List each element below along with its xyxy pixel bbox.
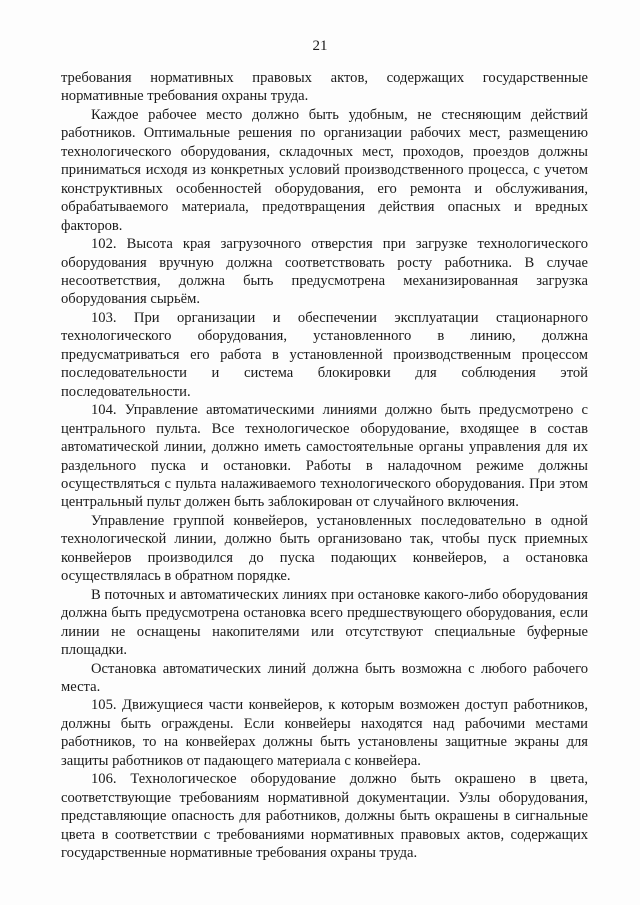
paragraph-workplace: Каждое рабочее место должно быть удобным, не стесняющим действий работников. Оптимальные решения по организации рабочих мест, размещению технологического оборудования, складочных мест, проходов, проездов должны приниматься исходя из конкретных условий производственного процесса, с учетом конструктивных особенностей оборудования, его ремонта и обслуживания, обрабатываемого материала, предотвращения действия опасных и вредных факторов.: [61, 106, 588, 234]
paragraph-105: 105. Движущиеся части конвейеров, к которым возможен доступ работников, должны быть ограждены. Если конвейеры находятся над рабочими местами работников, то на конвейерах должны быть установлены защитные экраны для защиты работников от падающего материала с конвейера.: [61, 697, 588, 769]
paragraph-conveyor-control: Управление группой конвейеров, установленных последовательно в одной технологической линии, должно быть организовано так, чтобы пуск приемных конвейеров производился до пуска подающих конвейеров, а остановка осуществлялась в обратном порядке.: [61, 512, 588, 585]
paragraph-104: 104. Управление автоматическими линиями должно быть предусмотрено с центрального пульта. Все технологическое оборудование, входящее в состав автоматической линии, должно иметь самостоятельные органы управления для их раздельного пуска и остановки. Работы в наладочном режиме должны осуществляться с пульта налаживаемого технологического оборудования. При этом центральный пульт должен быть заблокирован от случайного включения.: [61, 402, 588, 511]
paragraph-103: 103. При организации и обеспечении эксплуатации стационарного технологического оборудования, установленного в линию, должна предусматриваться его работа в установленной производственным процессом последовательности и система блокировки для соблюдения этой последовательности.: [61, 309, 588, 400]
paragraph-stop-any-place: Остановка автоматических линий должна быть возможна с любого рабочего места.: [61, 660, 588, 695]
paragraph-106: 106. Технологическое оборудование должно быть окрашено в цвета, соответствующие требованиям нормативной документации. Узлы оборудования, представляющие опасность для работников, должны быть окрашены в сигнальные цвета в соответствии с требованиями нормативных правовых актов, содержащих государственные нормативные требования охраны труда.: [61, 771, 588, 862]
paragraph-line-stop: В поточных и автоматических линиях при остановке какого-либо оборудования должна быть предусмотрена остановка всего предшествующего оборудования, если линии не оснащены накопителями или отсутствуют специальные буферные площадки.: [61, 586, 588, 659]
document-body: [61, 69, 588, 862]
paragraph-continuation: требования нормативных правовых актов, содержащих государственные нормативные требования охраны труда.: [61, 70, 588, 105]
paragraph-102: 102. Высота края загрузочного отверстия при загрузке технологического оборудования вручную должна соответствовать росту работника. В случае несоответствия, должна быть предусмотрена механизированная загрузка оборудования сырьём.: [61, 236, 588, 308]
page-number: 21: [312, 38, 328, 54]
